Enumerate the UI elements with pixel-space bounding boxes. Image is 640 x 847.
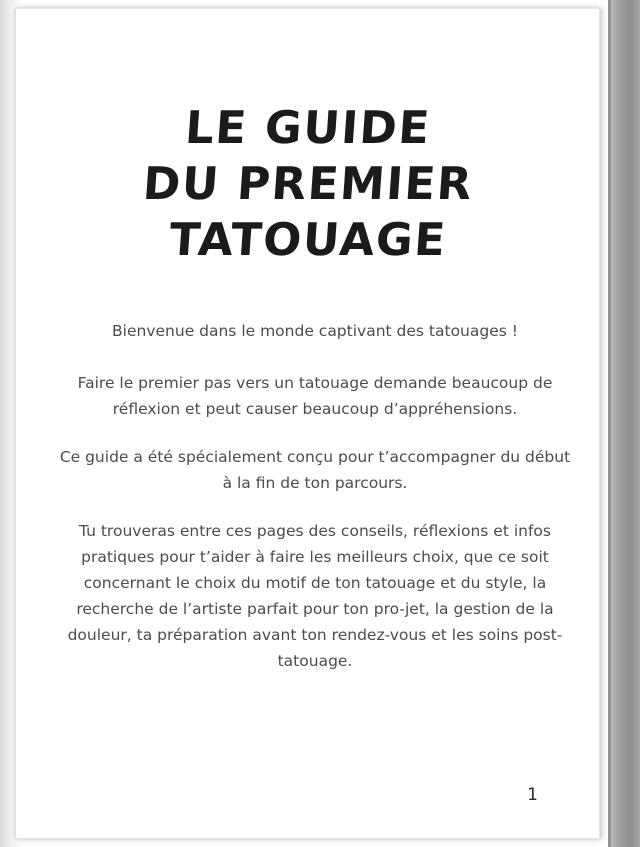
intro-text [16,318,600,674]
paragraph-4: Tu trouveras entre ces pages des conseils, réflexions et infos pratiques pour t’aider à faire les meilleurs choix, que ce soit concernant le choix du motif de ton tatouage et du style, la recherche de l’artiste parfait pour ton pro-jet, la gestion de la douleur, ta préparation avant ton rendez-vous et les soins post-tatouage. [67,522,563,670]
book-binding-edge [608,0,640,847]
title-line-1: LE GUIDE [183,101,433,154]
paragraph-3: Ce guide a été spécialement conçu pour t’accompagner du début à la fin de ton parcours. [59,448,571,492]
page-content [16,8,600,839]
title-line-3: TATOUAGE [167,213,449,266]
paragraph-2: Faire le premier pas vers un tatouage demande beaucoup de réflexion et peut causer beaucoup d’appréhensions. [77,374,553,418]
paragraph-1: Bienvenue dans le monde captivant des tatouages ! [112,322,518,340]
page-title [16,100,600,268]
page-number: 1 [527,785,538,805]
title-line-2: DU PREMIER [141,157,475,210]
page-sheet [16,8,600,839]
